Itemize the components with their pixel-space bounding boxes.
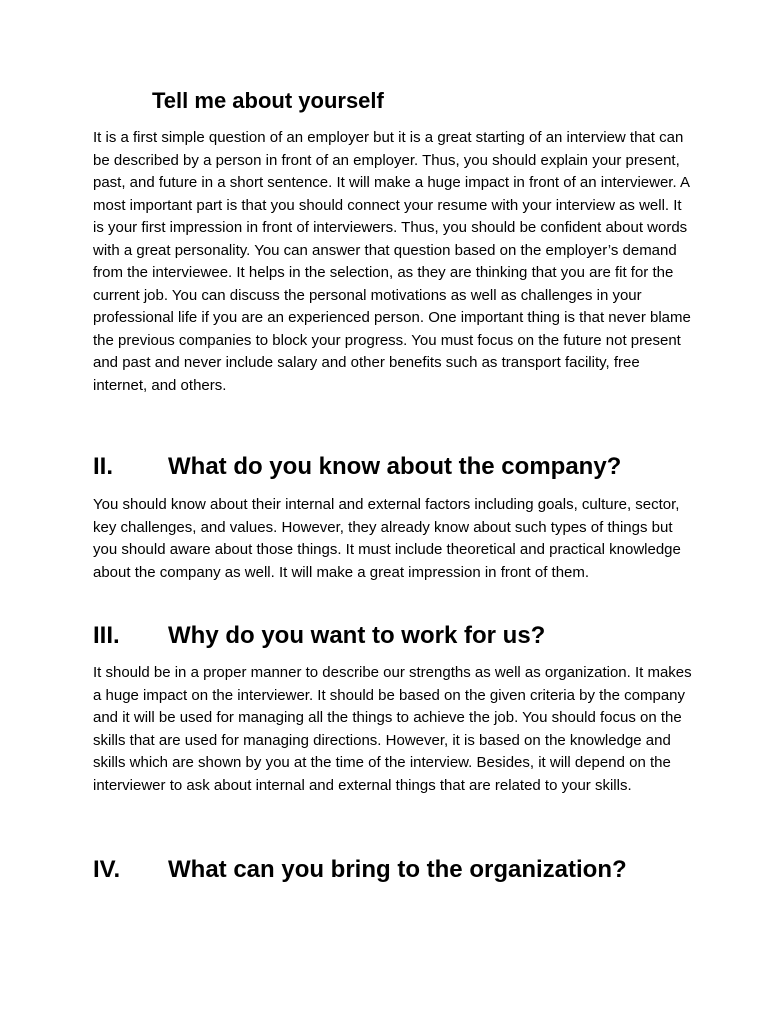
section-heading-work-for-us [93,622,545,650]
section-number: II. [93,453,114,480]
section-heading-text: What do you know about the company? [168,453,622,480]
section-number: III. [93,622,120,649]
section-number: IV. [93,856,121,883]
section-paragraph-work-for-us: It should be in a proper manner to describe our strengths as well as organization. It makes a huge impact on the interviewer. It should be based on the given criteria by the company and it will be used for managing all the things to achieve the job. You should focus on the skills that are used for managing directions. However, it is based on the knowledge and skills which are shown by you at the time of the interview. Besides, it will depend on the interviewer to ask about internal and external things that are related to your skills. [93,664,692,794]
section-paragraph-company: You should know about their internal and external factors including goals, culture, sector, key challenges, and values. However, they already know about such types of things but you should aware about those things. It must include theoretical and practical knowledge about the company as well. It will make a great impression in front of them. [93,496,681,581]
intro-paragraph: It is a first simple question of an employer but it is a great starting of an interview that can be described by a person in front of an employer. Thus, you should explain your present, past, and future in a short sentence. It will make a huge impact in front of an interviewer. A most important part is that you should connect your resume with your interview as well. It is your first impression in front of interviewers. Thus, you should be confident about words with a great personality. You can answer that question based on the employer’s demand from the interviewee. It helps in the selection, as they are thinking that you are fit for the current job. You can discuss the personal motivations as well as challenges in your professional life if you are an experienced person. One important thing is that never blame the previous companies to block your progress. You must focus on the future not present and past and never include salary and other benefits such as transport facility, free internet, and others. [93,129,691,394]
section-heading-company [93,453,621,481]
section-heading-text: What can you bring to the organization? [168,856,627,883]
page-title: Tell me about yourself [152,88,384,113]
section-heading-bring-to-organization [93,856,627,884]
section-heading-text: Why do you want to work for us? [168,622,546,649]
